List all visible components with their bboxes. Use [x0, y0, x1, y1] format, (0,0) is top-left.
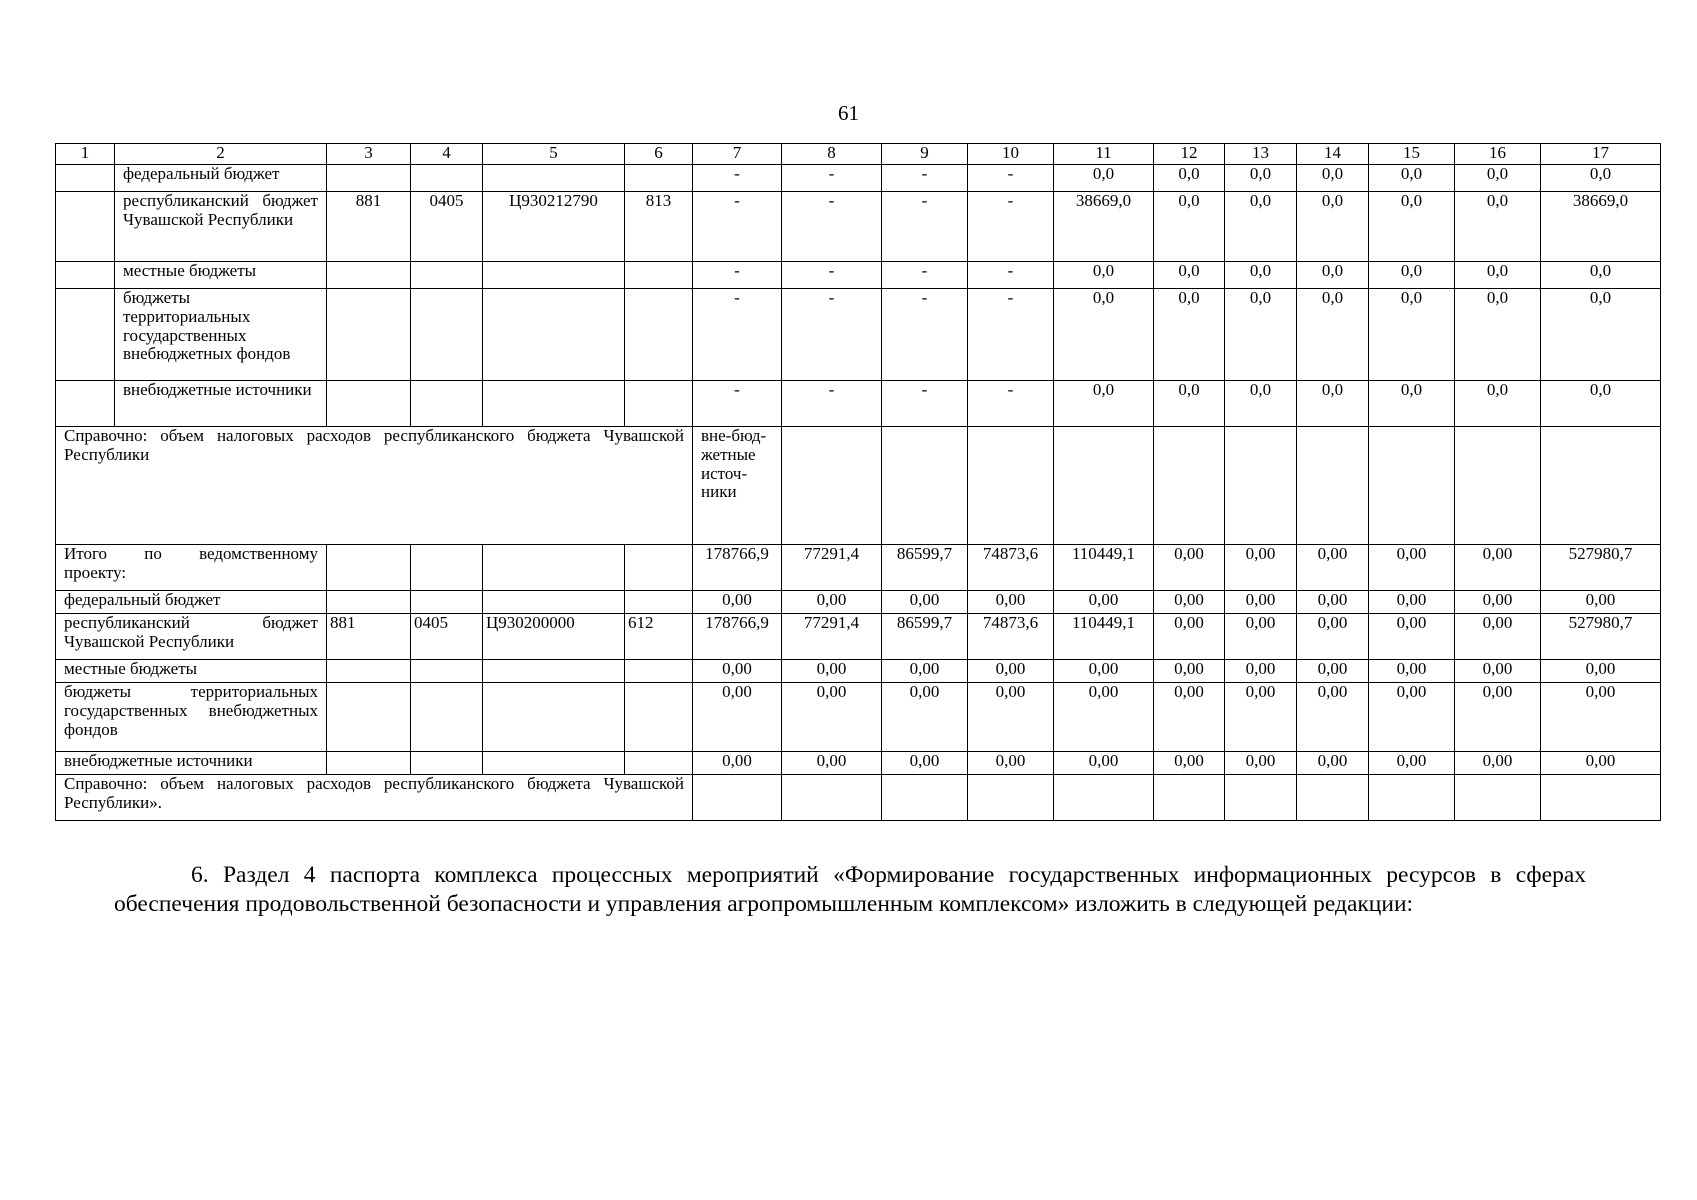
table-cell: - — [968, 289, 1054, 381]
table-row — [56, 381, 1661, 427]
table-cell: - — [782, 165, 882, 192]
table-cell — [327, 381, 411, 427]
table-cell: 0,00 — [1369, 545, 1455, 591]
table-cell: 0,00 — [1369, 752, 1455, 775]
table-cell: 0,0 — [1297, 381, 1369, 427]
table-cell: 0,0 — [1541, 381, 1661, 427]
table-cell: 0,00 — [1541, 660, 1661, 683]
table-cell — [625, 381, 693, 427]
table-cell — [327, 683, 411, 752]
table-cell: 0,00 — [1154, 660, 1225, 683]
column-header: 15 — [1369, 144, 1455, 165]
table-cell — [483, 262, 625, 289]
empty-cell — [1297, 775, 1369, 821]
table-cell: 38669,0 — [1054, 192, 1154, 262]
column-header: 17 — [1541, 144, 1661, 165]
table-cell — [625, 289, 693, 381]
column-header: 14 — [1297, 144, 1369, 165]
table-cell — [625, 683, 693, 752]
column-header: 12 — [1154, 144, 1225, 165]
empty-cell — [968, 427, 1054, 545]
table-cell: 0,00 — [1369, 660, 1455, 683]
table-cell: - — [968, 381, 1054, 427]
table-cell: - — [693, 192, 782, 262]
row-label: местные бюджеты — [56, 660, 327, 683]
column-header: 8 — [782, 144, 882, 165]
table-cell: 0,00 — [1297, 614, 1369, 660]
table-cell: 0,00 — [968, 660, 1054, 683]
table-cell: 0,0 — [1369, 289, 1455, 381]
table-cell: 0,00 — [882, 660, 968, 683]
table-cell — [411, 165, 483, 192]
table-cell: 0,0 — [1225, 165, 1297, 192]
table-cell: 110449,1 — [1054, 545, 1154, 591]
table-cell: 0,0 — [1054, 165, 1154, 192]
table-cell — [625, 752, 693, 775]
column-header: 6 — [625, 144, 693, 165]
body-paragraph: 6. Раздел 4 паспорта комплекса процессных мероприятий «Формирование государственных информационных ресурсов в сферах обеспечения продовольственной безопасности и управления агропромышленным комплексом» изложить в следующей редакции: — [114, 862, 1586, 917]
table-cell — [625, 591, 693, 614]
table-cell — [327, 545, 411, 591]
table-cell: 0,00 — [1154, 545, 1225, 591]
table-cell: 86599,7 — [882, 545, 968, 591]
table-cell: 0,00 — [693, 660, 782, 683]
table-cell: - — [782, 192, 882, 262]
table-cell — [625, 262, 693, 289]
table-cell — [483, 289, 625, 381]
empty-cell — [968, 775, 1054, 821]
table-cell: 0,0 — [1541, 262, 1661, 289]
table-cell: 0,0 — [1225, 262, 1297, 289]
table-cell: 0,0 — [1054, 381, 1154, 427]
table-cell: - — [782, 381, 882, 427]
table-row — [56, 262, 1661, 289]
table-cell: 0,00 — [782, 683, 882, 752]
table-cell: 0,0 — [1054, 262, 1154, 289]
table-cell — [625, 165, 693, 192]
table-cell: 0,00 — [1054, 683, 1154, 752]
reference-row — [56, 775, 1661, 821]
table-cell — [625, 545, 693, 591]
table-cell: - — [782, 262, 882, 289]
table-cell — [411, 660, 483, 683]
table-cell: 0,00 — [882, 752, 968, 775]
row-label: республиканский бюджет Чувашской Республики — [56, 614, 327, 660]
table-cell: - — [882, 381, 968, 427]
table-cell: 0,00 — [693, 752, 782, 775]
table-cell: 0,0 — [1297, 289, 1369, 381]
table-cell: 0,00 — [1455, 545, 1541, 591]
table-cell — [411, 683, 483, 752]
table-cell: 0,0 — [1455, 289, 1541, 381]
table-cell: 38669,0 — [1541, 192, 1661, 262]
table-cell: 0,00 — [693, 683, 782, 752]
table-cell: - — [882, 262, 968, 289]
table-cell: 0,0 — [1455, 165, 1541, 192]
empty-cell — [56, 381, 115, 427]
column-header: 9 — [882, 144, 968, 165]
table-cell: 0,00 — [1297, 660, 1369, 683]
reference-label: Справочно: объем налоговых расходов республиканского бюджета Чувашской Республики — [56, 427, 693, 545]
table-cell: 0,00 — [1455, 591, 1541, 614]
empty-cell — [56, 262, 115, 289]
table-cell — [327, 591, 411, 614]
table-cell — [411, 381, 483, 427]
table-cell: 0,0 — [1225, 289, 1297, 381]
table-cell: 881 — [327, 614, 411, 660]
table-cell: 0,00 — [1054, 591, 1154, 614]
table-cell: 0,00 — [1225, 660, 1297, 683]
table-cell: 0,0 — [1225, 192, 1297, 262]
table-cell: 0,0 — [1541, 289, 1661, 381]
table-cell: 0,00 — [1154, 752, 1225, 775]
table-cell: - — [882, 165, 968, 192]
table-cell — [483, 591, 625, 614]
empty-cell — [693, 775, 782, 821]
table-cell: 0,00 — [882, 683, 968, 752]
table-cell: - — [782, 289, 882, 381]
table-cell: 0,00 — [1369, 591, 1455, 614]
table-cell: 0,00 — [1541, 591, 1661, 614]
table-cell: - — [968, 262, 1054, 289]
table-cell: Ц930200000 — [483, 614, 625, 660]
table-header-row — [56, 144, 1661, 165]
empty-cell — [1455, 427, 1541, 545]
table-cell: 0,0 — [1054, 289, 1154, 381]
table-cell: 0,00 — [1054, 752, 1154, 775]
table-cell: 0,0 — [1455, 381, 1541, 427]
table-row — [56, 165, 1661, 192]
table-cell — [411, 289, 483, 381]
table-cell: 178766,9 — [693, 614, 782, 660]
table-cell: 881 — [327, 192, 411, 262]
column-header: 13 — [1225, 144, 1297, 165]
table-row — [56, 591, 1661, 614]
table-row — [56, 683, 1661, 752]
empty-cell — [56, 165, 115, 192]
table-cell — [411, 262, 483, 289]
reference-source-cell: вне-бюд-жетные источ-ники — [693, 427, 782, 545]
empty-cell — [1225, 427, 1297, 545]
budget-table — [55, 143, 1661, 821]
reference-row — [56, 427, 1661, 545]
table-row — [56, 192, 1661, 262]
table-cell: 0,00 — [1369, 614, 1455, 660]
table-cell: 0,00 — [782, 591, 882, 614]
table-cell: 0,00 — [1455, 614, 1541, 660]
table-cell: 74873,6 — [968, 545, 1054, 591]
table-cell — [327, 262, 411, 289]
table-cell: 527980,7 — [1541, 545, 1661, 591]
table-cell — [483, 545, 625, 591]
table-cell: 0,0 — [1369, 192, 1455, 262]
table-cell: - — [693, 381, 782, 427]
table-cell: 0,00 — [1455, 660, 1541, 683]
empty-cell — [1225, 775, 1297, 821]
table-cell: 612 — [625, 614, 693, 660]
column-header: 3 — [327, 144, 411, 165]
table-cell: 0,0 — [1225, 381, 1297, 427]
table-cell: 0405 — [411, 192, 483, 262]
empty-cell — [882, 775, 968, 821]
empty-cell — [1297, 427, 1369, 545]
empty-cell — [1154, 427, 1225, 545]
column-header: 2 — [115, 144, 327, 165]
table-cell — [327, 660, 411, 683]
table-row — [56, 614, 1661, 660]
table-cell: 0,0 — [1541, 165, 1661, 192]
table-cell: 0,00 — [1455, 683, 1541, 752]
table-cell: 0,00 — [1541, 752, 1661, 775]
table-cell: 0,00 — [968, 683, 1054, 752]
table-cell: 0,0 — [1154, 289, 1225, 381]
table-cell: - — [968, 165, 1054, 192]
table-cell: 0,0 — [1369, 381, 1455, 427]
table-cell: 0,00 — [968, 591, 1054, 614]
table-cell — [327, 289, 411, 381]
row-label: внебюджетные источники — [56, 752, 327, 775]
table-cell: 0,0 — [1455, 262, 1541, 289]
table-cell: 0,00 — [1297, 752, 1369, 775]
table-cell: 178766,9 — [693, 545, 782, 591]
table-cell: 0,00 — [1154, 683, 1225, 752]
table-cell: 0,00 — [1054, 660, 1154, 683]
table-cell — [483, 165, 625, 192]
column-header: 10 — [968, 144, 1054, 165]
table-row — [56, 660, 1661, 683]
empty-cell — [1541, 427, 1661, 545]
table-cell: 0,0 — [1297, 262, 1369, 289]
table-cell: 0,0 — [1455, 192, 1541, 262]
table-cell — [327, 165, 411, 192]
table-cell: 0,00 — [1297, 591, 1369, 614]
table-cell: 0,00 — [1369, 683, 1455, 752]
table-cell: 0,00 — [693, 591, 782, 614]
reference-label: Справочно: объем налоговых расходов республиканского бюджета Чувашской Республики». — [56, 775, 693, 821]
table-cell: 0,00 — [782, 660, 882, 683]
table-cell: - — [882, 289, 968, 381]
table-cell — [483, 683, 625, 752]
table-cell: 110449,1 — [1054, 614, 1154, 660]
table-cell: 0,0 — [1154, 165, 1225, 192]
table-cell: 0,00 — [1297, 545, 1369, 591]
table-cell: - — [882, 192, 968, 262]
row-label: федеральный бюджет — [56, 591, 327, 614]
table-cell: 0,0 — [1297, 165, 1369, 192]
empty-cell — [1154, 775, 1225, 821]
page-number: 61 — [838, 101, 859, 125]
row-label: Итого по ведомственному проекту: — [56, 545, 327, 591]
empty-cell — [56, 192, 115, 262]
table-cell: 813 — [625, 192, 693, 262]
column-header: 7 — [693, 144, 782, 165]
table-cell — [483, 752, 625, 775]
table-cell: 0,00 — [1154, 591, 1225, 614]
row-label: внебюджетные источники — [115, 381, 327, 427]
empty-cell — [1054, 427, 1154, 545]
table-cell: 0,00 — [882, 591, 968, 614]
empty-cell — [882, 427, 968, 545]
table-cell — [483, 660, 625, 683]
column-header: 16 — [1455, 144, 1541, 165]
table-cell: Ц930212790 — [483, 192, 625, 262]
table-cell — [411, 591, 483, 614]
table-cell — [411, 545, 483, 591]
table-cell: 0,0 — [1154, 262, 1225, 289]
empty-cell — [1369, 427, 1455, 545]
column-header: 4 — [411, 144, 483, 165]
table-cell — [625, 660, 693, 683]
table-cell: 0,0 — [1369, 262, 1455, 289]
empty-cell — [56, 289, 115, 381]
column-header: 11 — [1054, 144, 1154, 165]
table-cell: 0,00 — [782, 752, 882, 775]
table-cell: 0,00 — [1154, 614, 1225, 660]
table-cell: 0,00 — [1225, 614, 1297, 660]
table-cell: 0,00 — [1225, 591, 1297, 614]
table-cell: 0405 — [411, 614, 483, 660]
row-label: республиканский бюджет Чувашской Республики — [115, 192, 327, 262]
table-cell: 0,00 — [1297, 683, 1369, 752]
table-cell: 0,0 — [1297, 192, 1369, 262]
table-cell: - — [693, 262, 782, 289]
table-cell — [327, 752, 411, 775]
table-cell: 74873,6 — [968, 614, 1054, 660]
empty-cell — [1455, 775, 1541, 821]
table-cell: 77291,4 — [782, 614, 882, 660]
table-cell: - — [693, 289, 782, 381]
table-cell: 0,00 — [1455, 752, 1541, 775]
table-cell: 0,00 — [1225, 545, 1297, 591]
table-row — [56, 752, 1661, 775]
table-cell: 0,00 — [1541, 683, 1661, 752]
table-cell: - — [693, 165, 782, 192]
empty-cell — [782, 427, 882, 545]
row-label: федеральный бюджет — [115, 165, 327, 192]
column-header: 1 — [56, 144, 115, 165]
empty-cell — [1541, 775, 1661, 821]
table-cell — [483, 381, 625, 427]
table-row — [56, 545, 1661, 591]
table-cell: 0,00 — [1225, 683, 1297, 752]
table-cell: 0,00 — [968, 752, 1054, 775]
table-cell — [411, 752, 483, 775]
table-cell: 0,0 — [1154, 381, 1225, 427]
table-cell: 0,00 — [1225, 752, 1297, 775]
table-cell: 0,0 — [1369, 165, 1455, 192]
table-cell: 527980,7 — [1541, 614, 1661, 660]
table-cell: 86599,7 — [882, 614, 968, 660]
table-cell: - — [968, 192, 1054, 262]
table-cell: 0,0 — [1154, 192, 1225, 262]
table-row — [56, 289, 1661, 381]
row-label: местные бюджеты — [115, 262, 327, 289]
row-label: бюджеты территориальных государственных внебюджетных фондов — [56, 683, 327, 752]
empty-cell — [1054, 775, 1154, 821]
table-cell: 77291,4 — [782, 545, 882, 591]
empty-cell — [782, 775, 882, 821]
column-header: 5 — [483, 144, 625, 165]
empty-cell — [1369, 775, 1455, 821]
row-label: бюджеты территориальных государственных внебюджетных фондов — [115, 289, 327, 381]
